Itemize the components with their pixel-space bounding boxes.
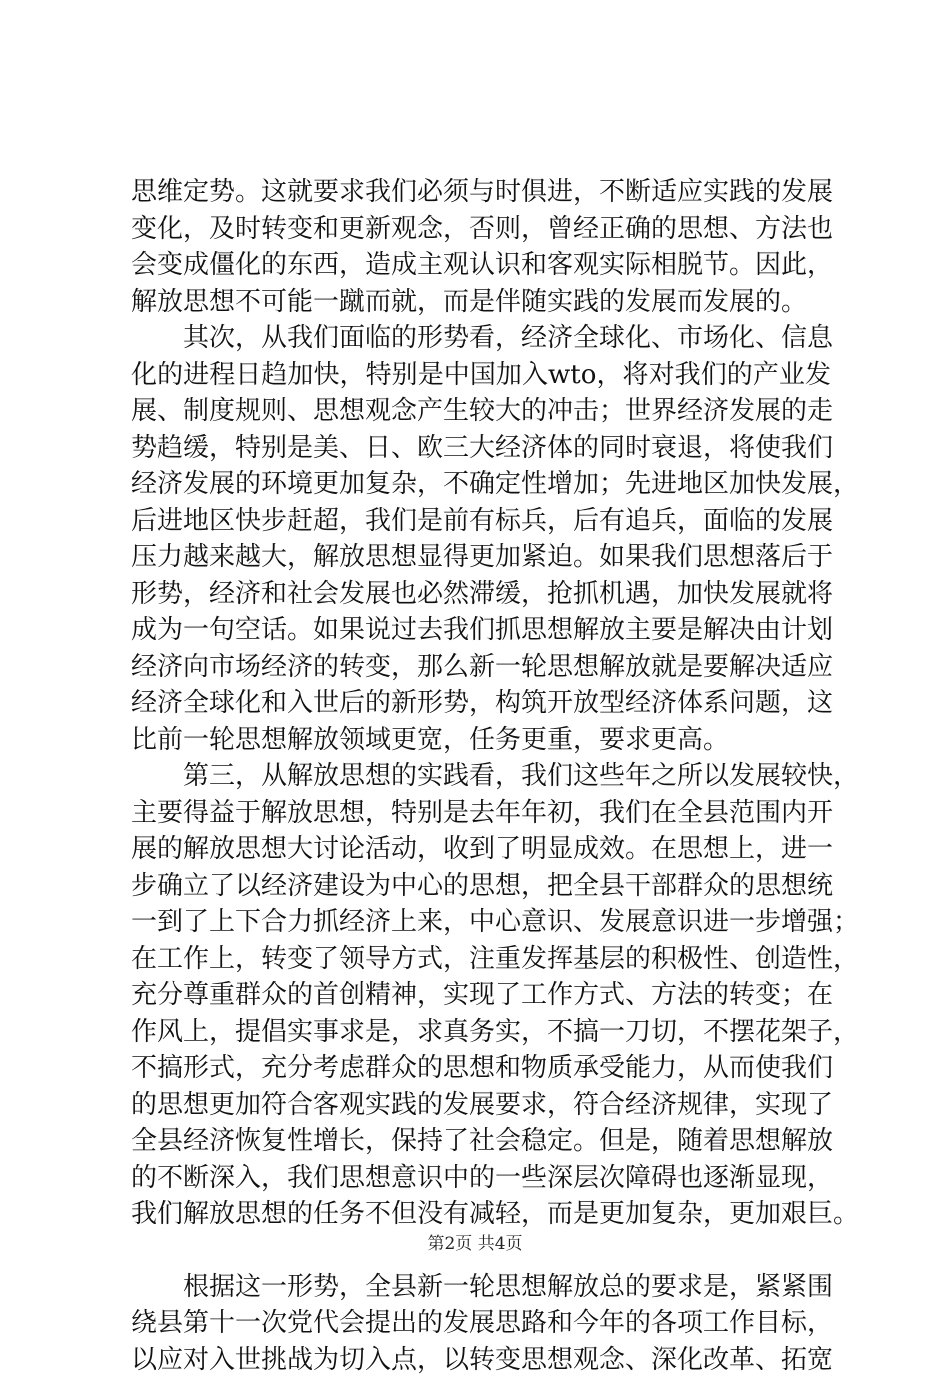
text-line: 变化，及时转变和更新观念，否则，曾经正确的思想、方法也	[131, 211, 831, 248]
text-line: 主要得益于解放思想，特别是去年年初，我们在全县范围内开	[131, 795, 831, 832]
page-footer: 第2页 共4页	[0, 1232, 950, 1256]
text-line: 绕县第十一次党代会提出的发展思路和今年的各项工作目标，	[131, 1305, 831, 1342]
text-line: 经济全球化和入世后的新形势，构筑开放型经济体系问题，这	[131, 685, 831, 722]
text-line: 解放思想不可能一蹴而就，而是伴随实践的发展而发展的。	[131, 284, 831, 321]
text-line: 展的解放思想大讨论活动，收到了明显成效。在思想上，进一	[131, 831, 831, 868]
text-line: 的不断深入，我们思想意识中的一些深层次障碍也逐渐显现，	[131, 1160, 831, 1197]
body-text	[131, 174, 831, 1378]
text-line: 根据这一形势，全县新一轮思想解放总的要求是，紧紧围	[131, 1269, 831, 1306]
text-line: 经济发展的环境更加复杂，不确定性增加；先进地区加快发展，	[131, 466, 831, 503]
text-line: 会变成僵化的东西，造成主观认识和客观实际相脱节。因此，	[131, 247, 831, 284]
text-line: 压力越来越大，解放思想显得更加紧迫。如果我们思想落后于	[131, 539, 831, 576]
text-line: 一到了上下合力抓经济上来，中心意识、发展意识进一步增强；	[131, 904, 831, 941]
text-line: 在工作上，转变了领导方式，注重发挥基层的积极性、创造性，	[131, 941, 831, 978]
text-line: 思维定势。这就要求我们必须与时俱进，不断适应实践的发展	[131, 174, 831, 211]
text-line: 第三，从解放思想的实践看，我们这些年之所以发展较快，	[131, 758, 831, 795]
text-line: 比前一轮思想解放领域更宽，任务更重，要求更高。	[131, 722, 831, 759]
text-line: 步确立了以经济建设为中心的思想，把全县干部群众的思想统	[131, 868, 831, 905]
text-line: 其次，从我们面临的形势看，经济全球化、市场化、信息	[131, 320, 831, 357]
text-line: 的思想更加符合客观实践的发展要求，符合经济规律，实现了	[131, 1087, 831, 1124]
text-line: 化的进程日趋加快，特别是中国加入wto，将对我们的产业发	[131, 357, 831, 394]
text-line: 作风上，提倡实事求是，求真务实，不搞一刀切，不摆花架子，	[131, 1014, 831, 1051]
text-line: 以应对入世挑战为切入点，以转变思想观念、深化改革、拓宽	[131, 1342, 831, 1378]
text-line: 全县经济恢复性增长，保持了社会稳定。但是，随着思想解放	[131, 1123, 831, 1160]
text-line: 势趋缓，特别是美、日、欧三大经济体的同时衰退，将使我们	[131, 430, 831, 467]
text-line: 形势，经济和社会发展也必然滞缓，抢抓机遇，加快发展就将	[131, 576, 831, 613]
text-line: 经济向市场经济的转变，那么新一轮思想解放就是要解决适应	[131, 649, 831, 686]
text-line: 我们解放思想的任务不但没有减轻，而是更加复杂，更加艰巨。	[131, 1196, 831, 1233]
text-line: 后进地区快步赶超，我们是前有标兵，后有追兵，面临的发展	[131, 503, 831, 540]
text-line: 展、制度规则、思想观念产生较大的冲击；世界经济发展的走	[131, 393, 831, 430]
text-line: 成为一句空话。如果说过去我们抓思想解放主要是解决由计划	[131, 612, 831, 649]
text-line: 不搞形式，充分考虑群众的思想和物质承受能力，从而使我们	[131, 1050, 831, 1087]
text-line: 充分尊重群众的首创精神，实现了工作方式、方法的转变；在	[131, 977, 831, 1014]
